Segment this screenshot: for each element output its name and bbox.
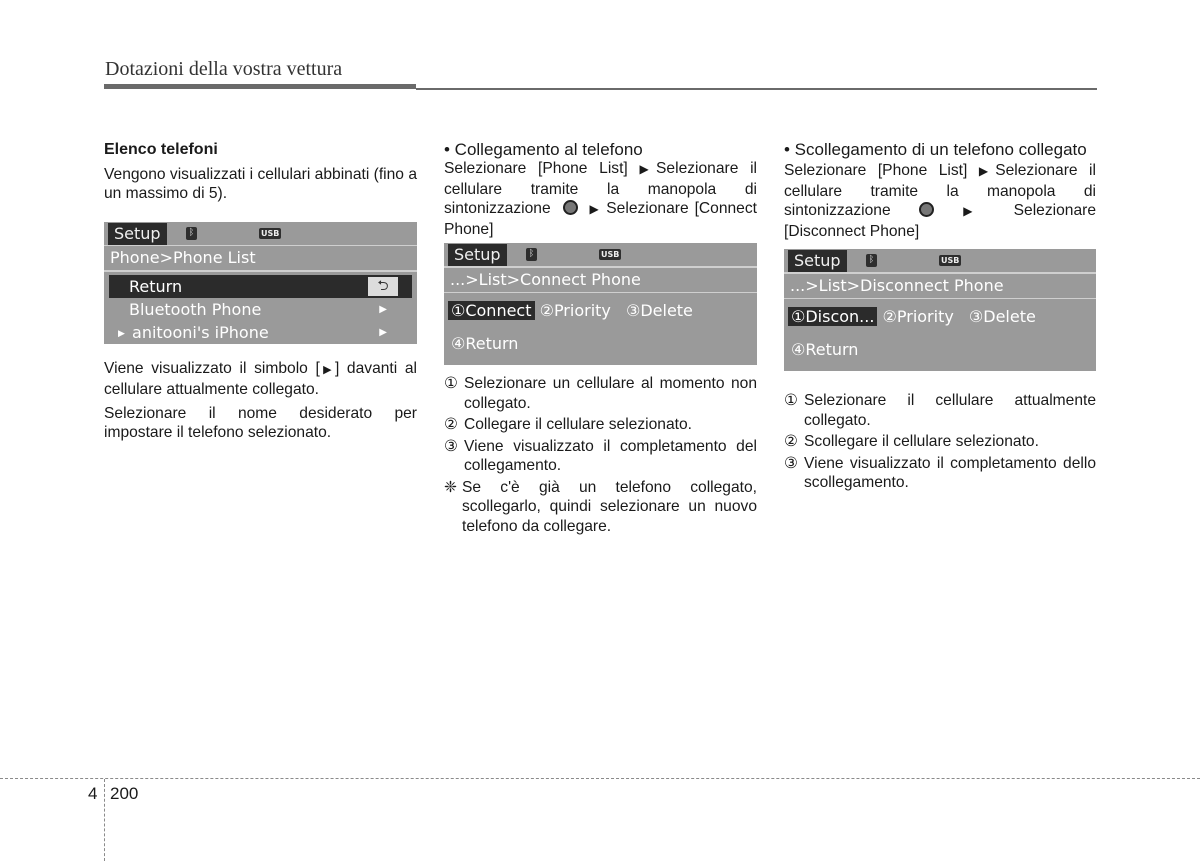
column-disconnect-phone: [784, 140, 1096, 493]
connected-indicator-icon: ▶: [118, 328, 125, 339]
option-disconnect: ①Discon...: [788, 307, 877, 326]
option-delete: ③Delete: [968, 307, 1036, 326]
usb-icon: USB: [261, 228, 280, 238]
header-rule-thin: [416, 88, 1097, 90]
screen-divider: [444, 292, 757, 294]
footer-divider: [0, 778, 1200, 779]
screen-divider: [104, 270, 417, 272]
play-arrow-icon: ▶: [978, 164, 996, 178]
list-item-bluetooth-phone: [104, 298, 417, 321]
list-item: ① Selezionare il cellulare attualmente collegato.: [784, 392, 1096, 429]
list-item-label: anitooni's iPhone: [132, 322, 269, 342]
page-header-title: Dotazioni della vostra vettura: [105, 58, 343, 80]
section-title: Elenco telefoni: [104, 141, 218, 158]
usb-icon: USB: [941, 256, 960, 265]
usb-icon: USB: [601, 250, 620, 259]
list-item: ③ Viene visualizzato il completamento dello scollegamento.: [784, 454, 1096, 491]
column-connect-phone: [444, 140, 757, 536]
footer-divider-vertical: [104, 779, 105, 861]
option-delete: ③Delete: [625, 301, 693, 320]
play-arrow-icon: ▶: [639, 162, 657, 176]
option-return: ④Return: [791, 340, 859, 359]
column-phone-list: [104, 140, 417, 443]
intro-text: Vengono visualizzati i cellulari abbinati (fino a un massimo di 5).: [104, 165, 417, 202]
option-priority: ②Priority: [882, 307, 954, 326]
setup-tab: Setup: [788, 250, 847, 272]
list-item-label: Bluetooth Phone: [129, 299, 262, 319]
screen-path: Phone>Phone List: [110, 248, 256, 267]
list-item-return: [109, 275, 412, 298]
return-icon: ⮌: [368, 277, 398, 296]
option-priority: ②Priority: [539, 301, 611, 320]
connect-phone-screen: [444, 243, 757, 365]
list-item-label: Return: [129, 276, 183, 296]
disconnect-phone-screen: [784, 249, 1096, 371]
note-symbol: ❈: [444, 478, 458, 496]
numbered-list: [444, 374, 757, 536]
instructions: Selezionare [Phone List] ▶Selezionare il cellulare tramite la manopola di sintonizzazione ▶ Selezionare [Connect Phone]: [444, 160, 757, 238]
play-indicator-icon: ▶: [319, 363, 335, 376]
screen-divider: [784, 298, 1096, 300]
option-connect: ①Connect: [448, 301, 535, 320]
list-item: ① Selezionare un cellulare al momento non collegato.: [444, 375, 757, 412]
tune-knob-icon: [563, 200, 578, 215]
page-number: 200: [110, 784, 139, 803]
setup-tab: Setup: [448, 244, 507, 266]
symbol-description: Viene visualizzato il simbolo [▶] davanti al cellulare attualmente collegato.: [104, 359, 418, 398]
header-rule-thick: [104, 84, 416, 89]
screen-path: ...>List>Connect Phone: [450, 269, 641, 289]
list-item: ③ Viene visualizzato il completamento del collegamento.: [444, 437, 757, 474]
section-title: • Collegamento al telefono: [444, 140, 643, 159]
bluetooth-icon: ᛒ: [186, 227, 197, 240]
note-item: ❈ Se c'è già un telefono collegato, scollegarlo, quindi selezionare un nuovo telefono da collegare.: [444, 478, 757, 535]
setup-tab: Setup: [108, 223, 167, 245]
tune-knob-icon: [919, 202, 934, 217]
chapter-number: 4: [88, 784, 98, 803]
list-item: ② Scollegare il cellulare selezionato.: [784, 433, 1039, 450]
phone-list-screen: [104, 222, 417, 344]
option-row: [448, 300, 693, 322]
play-arrow-icon: ▶: [963, 204, 991, 218]
instructions: Selezionare [Phone List] ▶Selezionare il cellulare tramite la manopola di sintonizzazione ▶ Selezionare [Disconnect Phone]: [784, 162, 1096, 240]
section-title: • Scollegamento di un telefono collegato: [784, 140, 1087, 159]
play-arrow-icon: ▶: [589, 202, 601, 216]
screen-path: ...>List>Disconnect Phone: [790, 275, 1004, 295]
numbered-list: [784, 391, 1096, 493]
chevron-right-icon: ▶: [379, 303, 387, 315]
bluetooth-icon: ᛒ: [866, 254, 877, 267]
list-item-connected-phone: [104, 321, 417, 344]
option-row: [788, 306, 1036, 328]
chevron-right-icon: ▶: [379, 326, 387, 338]
option-return: ④Return: [451, 334, 519, 353]
selection-instruction: Selezionare il nome desiderato per impostare il telefono selezionato.: [104, 404, 417, 441]
list-item: ② Collegare il cellulare selezionato.: [444, 416, 692, 433]
bluetooth-icon: ᛒ: [526, 248, 537, 261]
